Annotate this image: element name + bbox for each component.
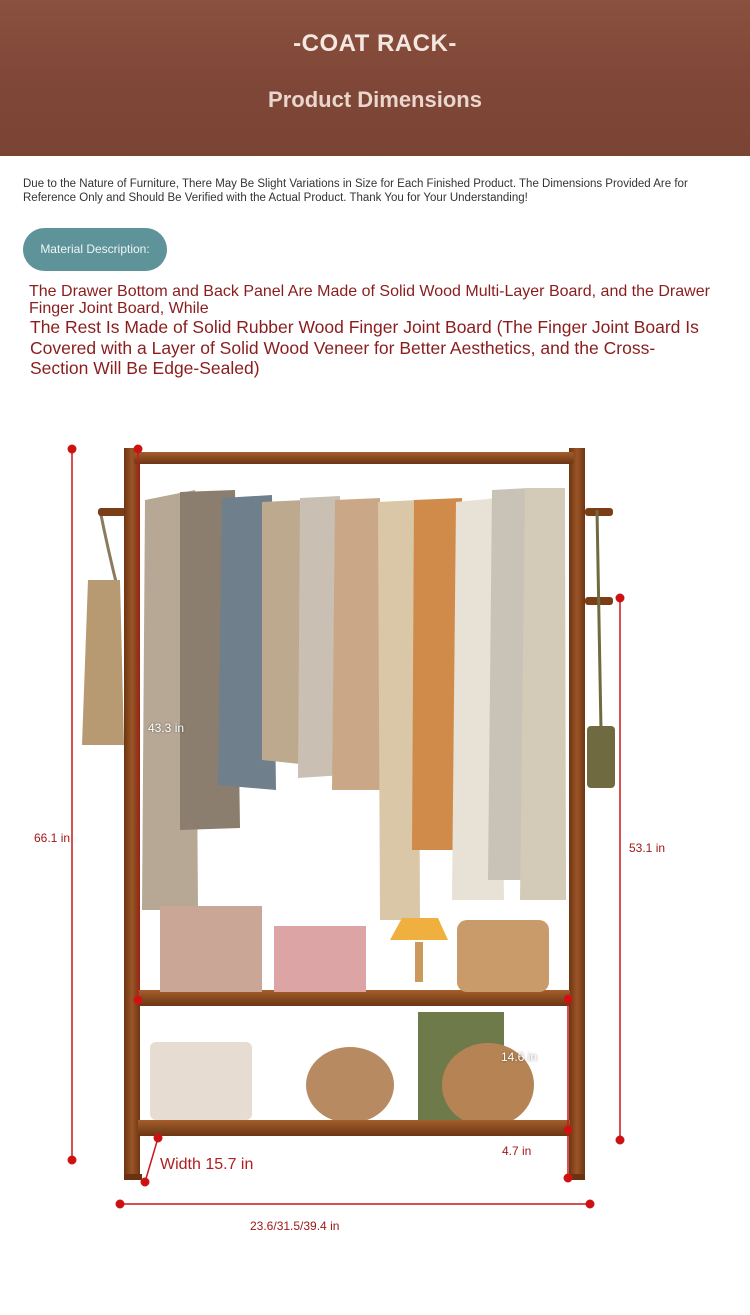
coat-rack-illustration <box>0 430 750 1250</box>
left-hook <box>98 508 126 516</box>
crossbody-bag <box>587 510 615 788</box>
material-description-line1: The Drawer Bottom and Back Panel Are Made of Solid Wood Multi-Layer Board, and the Drawer Finger Joint Board, While <box>29 283 710 317</box>
page-subtitle: Product Dimensions <box>268 87 482 112</box>
width-label: Width 15.7 in <box>160 1156 254 1173</box>
disclaimer-text: Due to the Nature of Furniture, There May Be Slight Variations in Size for Each Finished Product. The Dimensions Provided Are for Reference Only and Should Be Verified with the Actual Product. Thank You for Your Understanding! <box>23 178 688 204</box>
left-foot <box>124 1174 142 1180</box>
material-description-line2: The Rest Is Made of Solid Rubber Wood Finger Joint Board (The Finger Joint Board Is Covered with a Layer of Solid Wood Veneer for Better Aesthetics, and the Cross-Section Will Be Edge-Sealed) <box>30 317 699 378</box>
lower-shelf <box>138 1120 570 1136</box>
lower-shelf-height-label: 14.6 in <box>501 1050 538 1064</box>
right-upright <box>569 448 585 1180</box>
shelf-items <box>150 906 549 1127</box>
base-height-label: 4.7 in <box>502 1144 532 1158</box>
top-hanging-rail <box>134 452 574 464</box>
total-height-label: 66.1 in <box>34 831 71 845</box>
material-description-button[interactable]: Material Description: <box>23 228 167 271</box>
length-label: 23.6/31.5/39.4 in <box>250 1219 340 1233</box>
right-hook-top <box>585 508 613 516</box>
inner-height-label: 43.3 in <box>148 721 185 735</box>
header-banner <box>0 0 750 156</box>
side-height-label: 53.1 in <box>629 841 666 855</box>
tote-bag <box>82 510 124 745</box>
hanging-clothes <box>142 488 566 920</box>
middle-shelf <box>138 990 570 1006</box>
page-title: -COAT RACK- <box>293 30 457 57</box>
product-dimension-figure <box>0 430 750 1250</box>
